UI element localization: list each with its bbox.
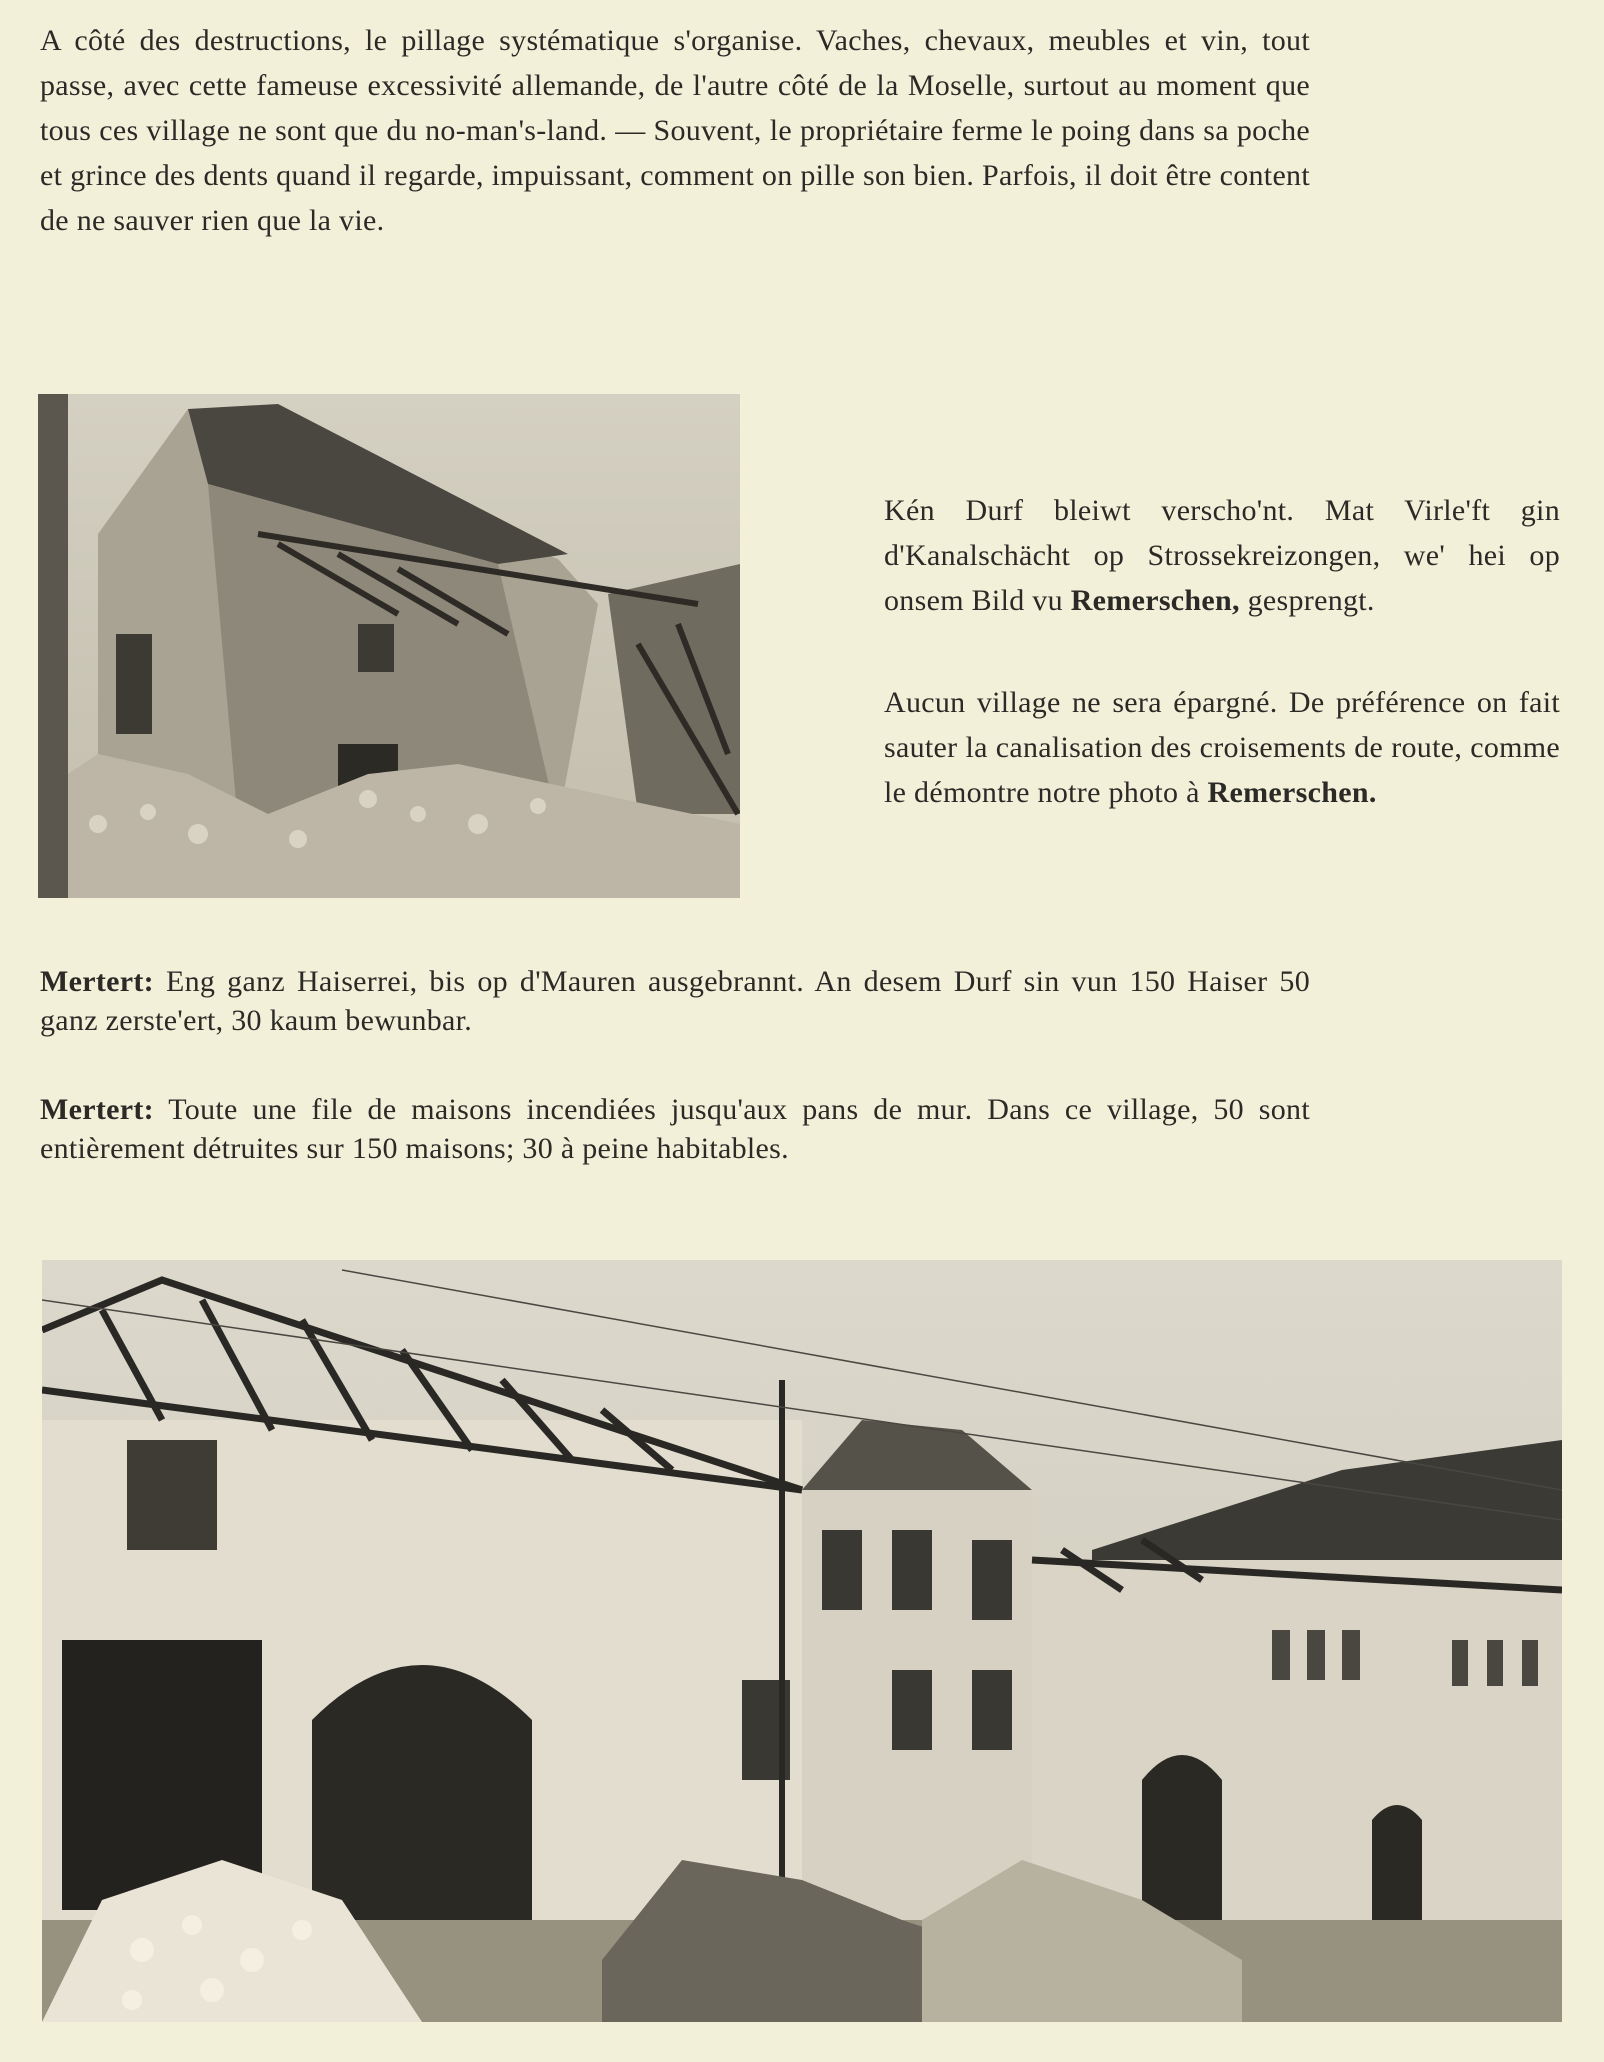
caption-lb-text: Kén Durf bleiwt verscho'nt. Mat Virle'ft gin d'Kanalschächt op Strossekreizongen, we' hei op onsem Bild vu: [884, 494, 1560, 617]
mertert-lb-text: Eng ganz Haiserrei, bis op d'Mauren ausgebrannt. An desem Durf sin vun 150 Haiser 50 ganz zerste'ert, 30 kaum bewunbar.: [40, 965, 1310, 1037]
intro-paragraph: [40, 18, 1310, 243]
mertert-fr-text: Toute une file de maisons incendiées jusqu'aux pans de mur. Dans ce village, 50 sont entièrement détruites sur 150 maisons; 30 à peine habitables.: [40, 1093, 1310, 1165]
photo-ruined-house: [38, 394, 740, 898]
mertert-caption-french: [40, 1090, 1310, 1168]
caption-lb-rest: gesprengt.: [1239, 584, 1375, 617]
photo-mertert-street: [42, 1260, 1562, 2022]
intro-text: A côté des destructions, le pillage systématique s'organise. Vaches, chevaux, meubles et vin, tout passe, avec cette fameuse excessivité allemande, de l'autre côté de la Moselle, surtout au moment que tous ces village ne sont que du no-man's-land. — Souvent, le propriétaire ferme le poing dans sa poche et grince des dents quand il regarde, impuissant, comment on pille son bien. Parfois, il doit être content de ne sauver rien que la vie.: [40, 24, 1310, 237]
caption-fr-text: Aucun village ne sera épargné. De préférence on fait sauter la canalisation des croisements de route, comme le démontre notre photo à: [884, 686, 1560, 809]
caption-french: [884, 680, 1560, 815]
caption-luxembourgish: [884, 488, 1560, 623]
mertert-lb-place: Mertert:: [40, 965, 154, 998]
caption-fr-place: Remerschen.: [1207, 776, 1377, 809]
mertert-fr-place: Mertert:: [40, 1093, 154, 1126]
caption-lb-place: Remerschen,: [1070, 584, 1240, 617]
mertert-caption-luxembourgish: [40, 962, 1310, 1040]
